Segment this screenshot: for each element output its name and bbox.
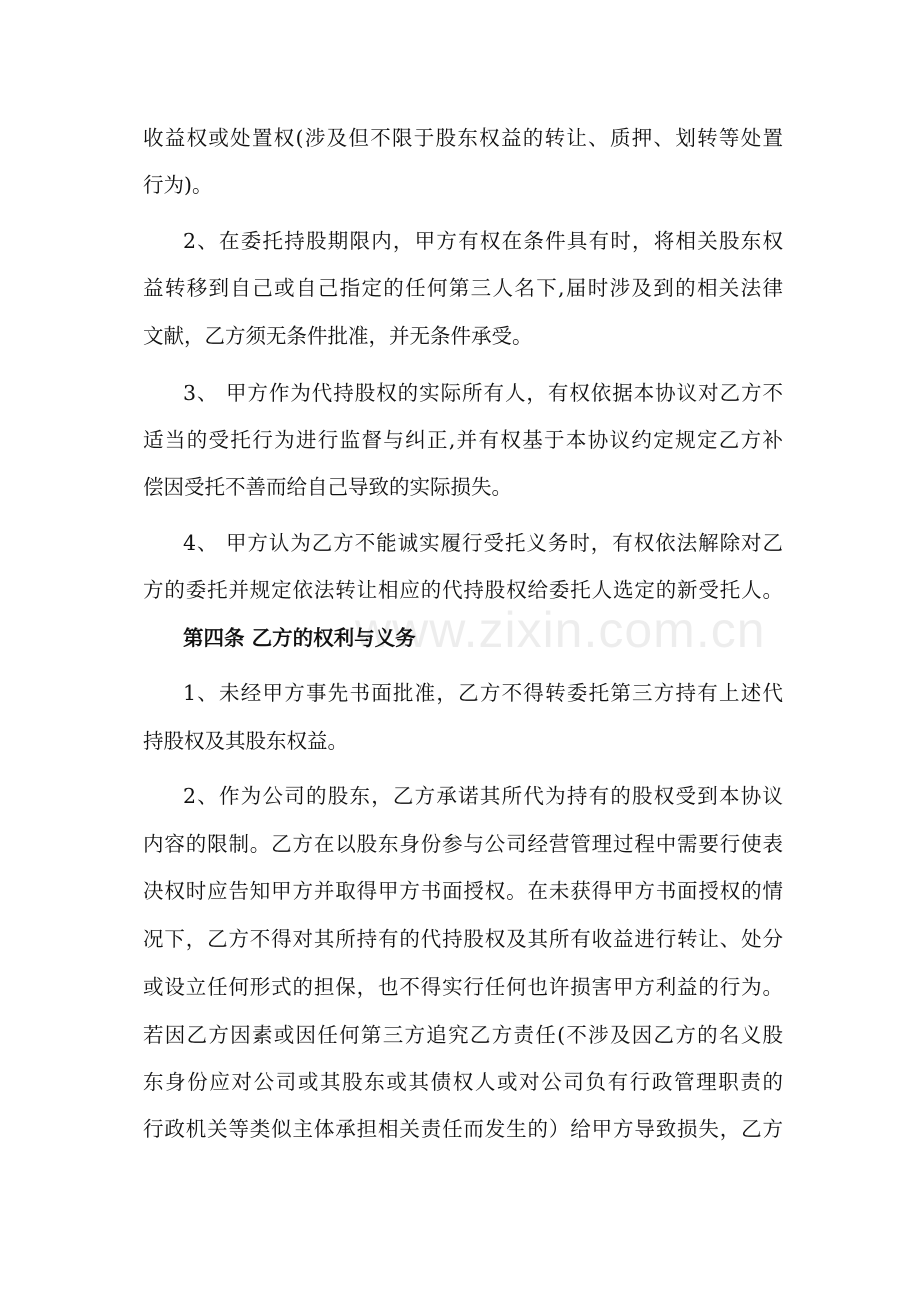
text-line: 适当的受托行为进行监督与纠正,并有权基于本协议约定规定乙方补	[143, 428, 783, 452]
text-line: 决权时应告知甲方并取得甲方书面授权。在未获得甲方书面授权的情	[143, 879, 783, 903]
text-line: 况下，乙方不得对其所持有的代持股权及其所有收益进行转让、处分	[143, 927, 783, 951]
text-line: 方的委托并规定依法转让相应的代持股权给委托人选定的新受托人。	[143, 578, 783, 602]
text-line: 2、在委托持股期限内，甲方有权在条件具有时，将相关股东权	[183, 229, 783, 253]
text-line: 4、 甲方认为乙方不能诚实履行受托义务时，有权依法解除对乙	[183, 531, 783, 555]
text-line: 行为)。	[143, 173, 213, 197]
text-line: 内容的限制。乙方在以股东身份参与公司经营管理过程中需要行使表	[143, 832, 783, 856]
text-line: 东身份应对公司或其股东或其债权人或对公司负有行政管理职责的	[143, 1070, 783, 1094]
text-line: 若因乙方因素或因任何第三方追究乙方责任(不涉及因乙方的名义股	[143, 1023, 783, 1047]
text-line: 收益权或处置权(涉及但不限于股东权益的转让、质押、划转等处置	[143, 126, 783, 150]
text-line: 益转移到自己或自己指定的任何第三人名下,届时涉及到的相关法律	[143, 276, 783, 300]
text-line: 3、 甲方作为代持股权的实际所有人，有权依据本协议对乙方不	[183, 381, 783, 405]
text-line: 1、未经甲方事先书面批准，乙方不得转委托第三方持有上述代	[183, 681, 783, 705]
text-line: 2、作为公司的股东，乙方承诺其所代为持有的股权受到本协议	[183, 784, 783, 808]
text-line: 或设立任何形式的担保，也不得实行任何也许损害甲方利益的行为。	[143, 975, 783, 999]
watermark: www.zixin.com.cn	[355, 602, 766, 658]
text-line: 文献，乙方须无条件批准，并无条件承受。	[143, 324, 533, 348]
text-line: 行政机关等类似主体承担相关责任而发生的）给甲方导致损失，乙方	[143, 1117, 783, 1141]
text-line: 偿因受托不善而给自己导致的实际损失。	[143, 475, 512, 499]
section-heading: 第四条 乙方的权利与义务	[183, 626, 416, 650]
text-line: 持股权及其股东权益。	[143, 729, 348, 753]
